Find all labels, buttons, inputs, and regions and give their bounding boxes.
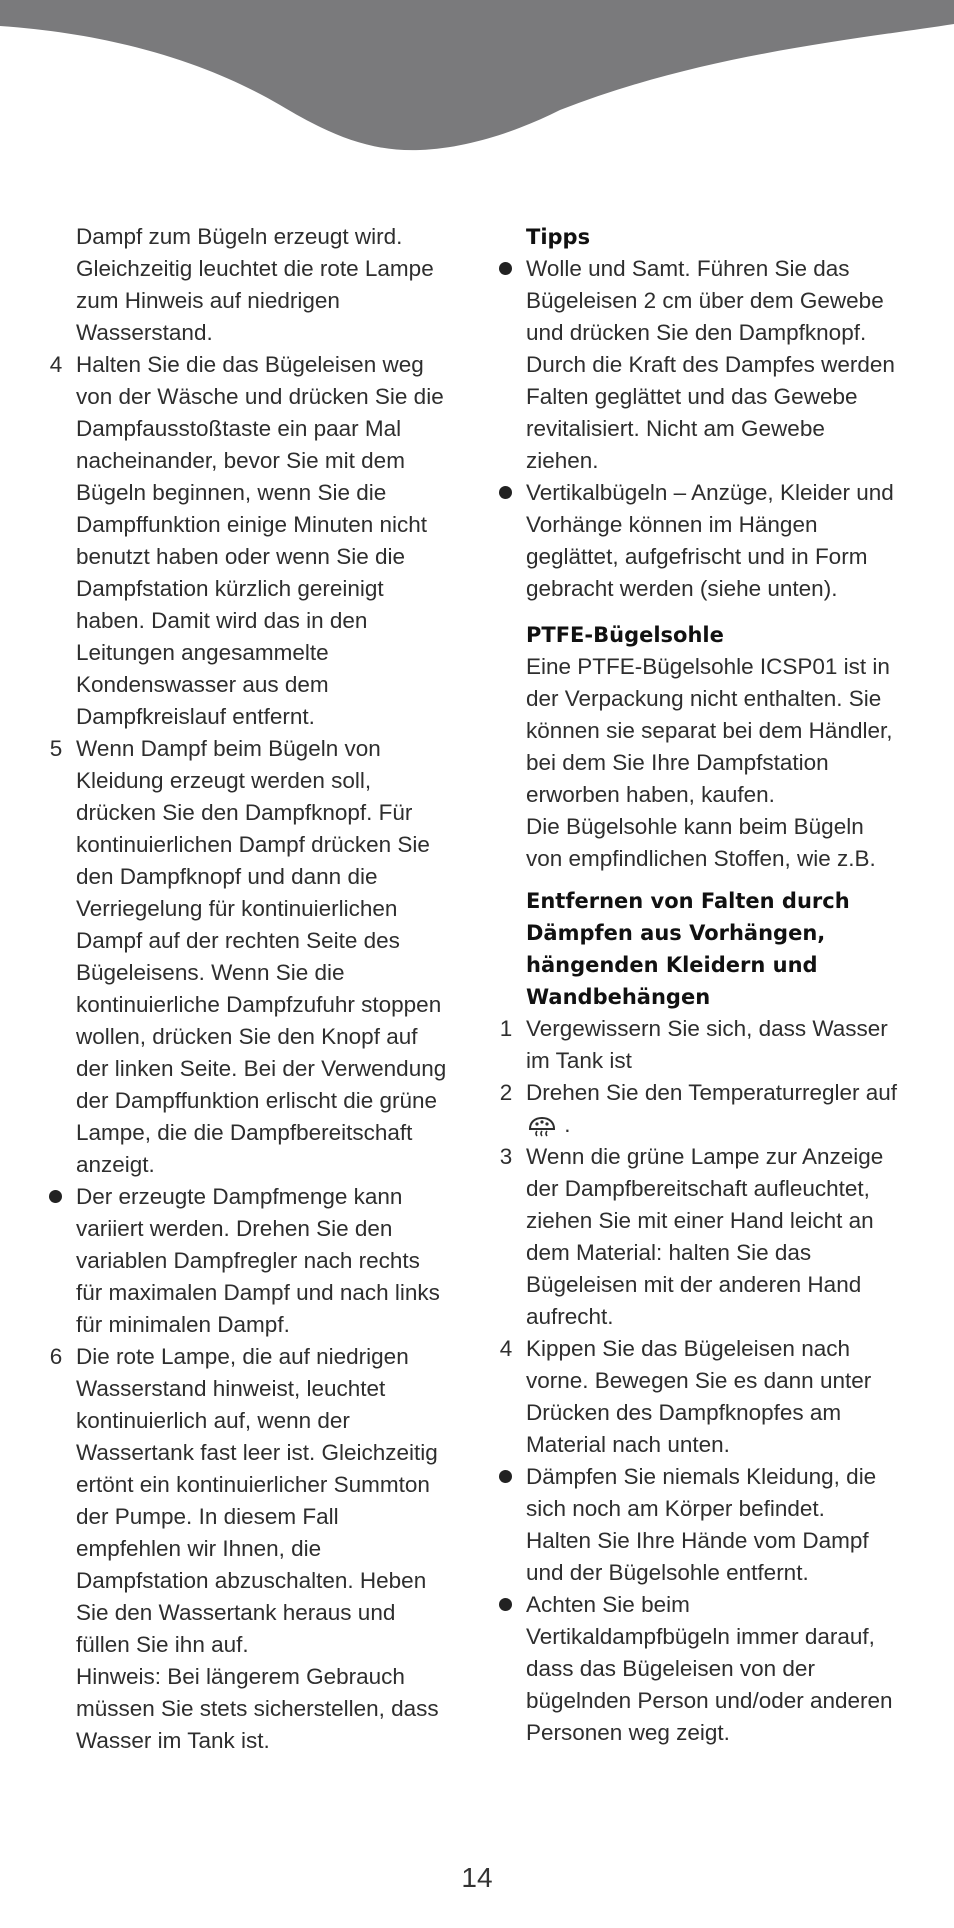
step-number: 1 [499,1016,513,1041]
step-5: 5 Wenn Dampf beim Bügeln von Kleidung erzeugt werden soll, drücken Sie den Dampfknopf. Für kontinuierlichen Dampf drücken Sie den Dampfknopf und dann die Verriegelung für kontinuierlichen Dampf auf der rechten Seite des Bügeleisens. Wenn Sie die kontinuierliche Dampfzufuhr stoppen wollen, drücken Sie den Knopf auf der linken Seite. Bei der Verwendung der Dampffunktion erlischt die grüne Lampe, die die Dampfbereitschaft anzeigt. [44,733,472,1181]
step-number: 4 [49,352,63,377]
section-heading-falten: Entfernen von Falten durch Dämpfen aus Vorhängen, hängenden Kleidern und Wandbehängen [526,889,850,1009]
step-4: 4 Halten Sie die das Bügeleisen weg von der Wäsche und drücken Sie die Dampfausstoßtaste ein paar Mal nacheinander, bevor Sie mit dem Bügeln beginnen, wenn Sie die Dampffunktion einige Minuten nicht benutzt haben oder wenn Sie die Dampfstation kürzlich gereinigt haben. Damit wird das in den Leitungen angesammelte Kondenswasser aus dem Dampfkreislauf entfernt. [44,349,472,733]
intro-paragraph: Dampf zum Bügeln erzeugt wird. Gleichzeitig leuchtet die rote Lampe zum Hinweis auf niedrigen Wasserstand. [76,224,434,345]
steam-setting-icon [526,1113,558,1139]
step-number: 3 [499,1144,513,1169]
falten-step-3: 3 Wenn die grüne Lampe zur Anzeige der Dampfbereitschaft aufleuchtet, ziehen Sie mit einer Hand leicht an dem Material: halten Sie das Bügeleisen mit der anderen Hand aufrecht. [494,1141,924,1333]
step-number: 2 [499,1080,513,1105]
bullet-point-iron-away: Achten Sie beim Vertikaldampfbügeln immer darauf, dass das Bügeleisen von der bügelnden Person und/oder anderen Personen weg zeigt. [494,1589,924,1749]
bullet-dot-icon [49,1190,62,1203]
page-number: 14 [461,1862,493,1893]
bullet-steam-amount: Der erzeugte Dampfmenge kann variiert werden. Drehen Sie den variablen Dampfregler nach rechts für maximalen Dampf und nach links für minimalen Dampf. [44,1181,472,1341]
left-column [44,221,472,1757]
tip-wool-velvet: Wolle und Samt. Führen Sie das Bügeleisen 2 cm über dem Gewebe und drücken Sie den Dampfknopf. Durch die Kraft des Dampfes werden Falten geglättet und das Gewebe revitalisiert. Nicht am Gewebe ziehen. [494,253,924,477]
bullet-never-steam-worn-clothes: Dämpfen Sie niemals Kleidung, die sich noch am Körper befindet. Halten Sie Ihre Hände vom Dampf und der Bügelsohle entfernt. [494,1461,924,1589]
falten-step-2: 2 Drehen Sie den Temperaturregler auf . [494,1077,924,1141]
falten-step-4: 4 Kippen Sie das Bügeleisen nach vorne. Bewegen Sie es dann unter Drücken des Dampfknopfes am Material nach unten. [494,1333,924,1461]
step-number: 5 [49,736,63,761]
right-column [494,221,924,1749]
ptfe-paragraph: Eine PTFE-Bügelsohle ICSP01 ist in der Verpackung nicht enthalten. Sie können sie separat bei dem Händler, bei dem Sie Ihre Dampfstation erworben haben, kaufen. Die Bügelsohle kann beim Bügeln von empfindlichen Stoffen, wie z.B. [526,654,893,871]
section-heading-tipps: Tipps [526,225,591,249]
section-heading-ptfe: PTFE-Bügelsohle [526,623,724,647]
step-number: 6 [49,1344,63,1369]
falten-step-1: 1 Vergewissern Sie sich, dass Wasser im Tank ist [494,1013,924,1077]
bullet-dot-icon [499,262,512,275]
tip-vertical-ironing: Vertikalbügeln – Anzüge, Kleider und Vorhänge können im Hängen geglättet, aufgefrischt und in Form gebracht werden (siehe unten). [494,477,924,605]
bullet-dot-icon [499,1598,512,1611]
step-number: 4 [499,1336,513,1361]
step-6: 6 Die rote Lampe, die auf niedrigen Wasserstand hinweist, leuchtet kontinuierlich auf, wenn der Wassertank fast leer ist. Gleichzeitig ertönt ein kontinuierlicher Summton der Pumpe. In diesem Fall empfehlen wir Ihnen, die Dampfstation abzuschalten. Heben Sie den Wassertank heraus und füllen Sie ihn auf. Hinweis: Bei längerem Gebrauch müssen Sie stets sicherstellen, dass Wasser im Tank ist. [44,1341,472,1757]
bullet-dot-icon [499,486,512,499]
bullet-dot-icon [499,1470,512,1483]
header-wave-banner [0,0,954,160]
